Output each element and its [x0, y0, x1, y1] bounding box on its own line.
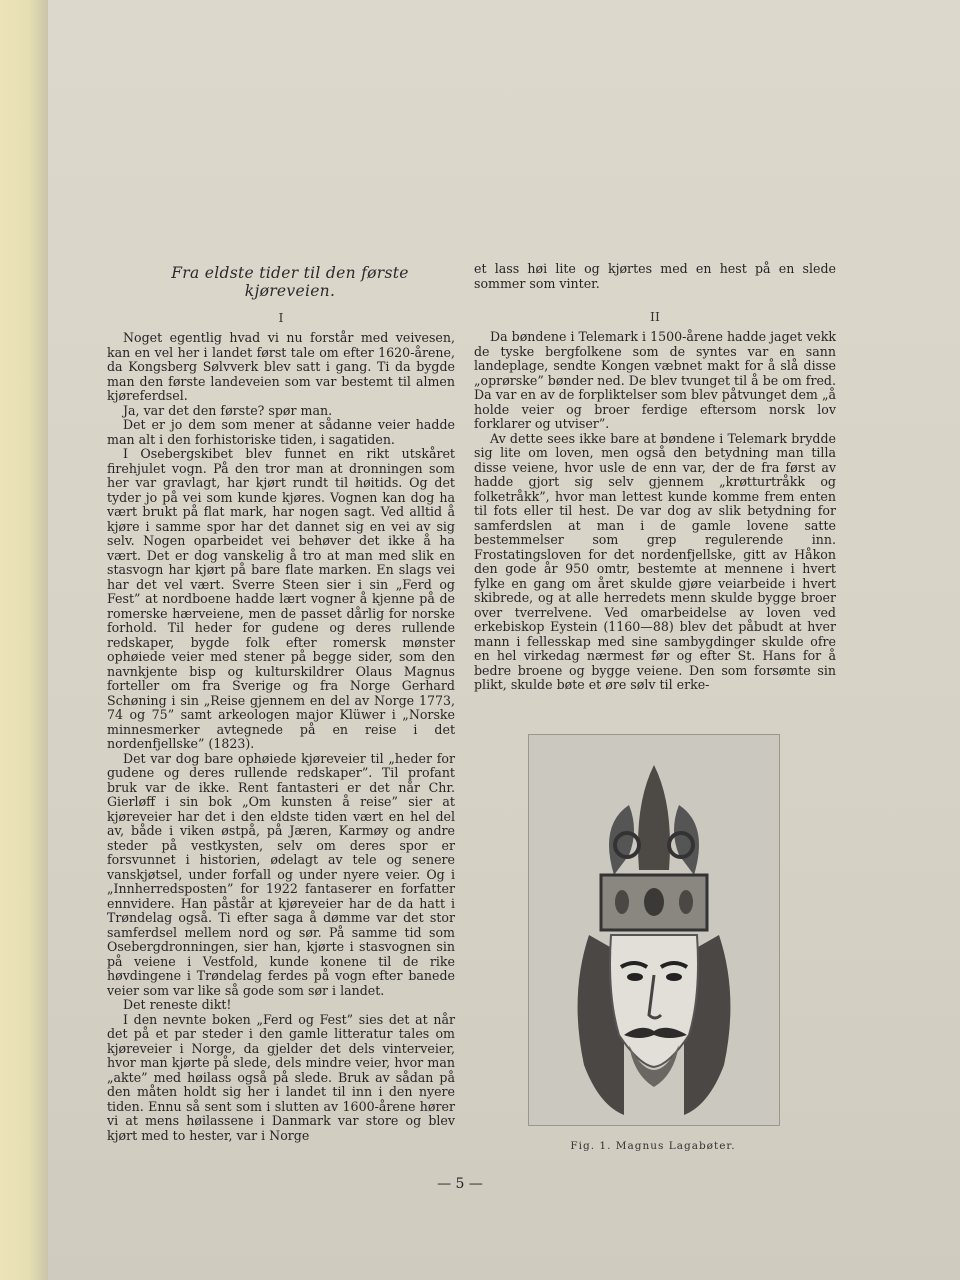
- paragraph: Det er jo dem som mener at sådanne veier hadde man alt i den forhistoriske tiden, i sagatiden.: [107, 417, 455, 447]
- paragraph: Noget egentlig hvad vi nu forstår med veivesen, kan en vel her i landet først tale om efter 1620-årene, da Kongsberg Sølvverk blev satt i gang. Ti da bygde man den første landeveien som var bestemt til almen kjøreferdsel.: [107, 330, 455, 403]
- paragraph: I Osebergskibet blev funnet en rikt utskåret firehjulet vogn. På den tror man at dronningen som her var gravlagt, har kjørt rundt til høitids. Og det tyder jo på vei som kunde kjøres. Vognen kan dog ha vært brukt på flat mark, har nogen sagt. Ved alltid å kjøre i samme spor har det dannet sig en vei av sig selv. Nogen oparbeidet vei behøver det ikke å ha vært. Det er dog vanskelig å tro at man med slik en stasvogn har kjørt på bare flate marken. En slags vei har det vel vært. Sverre Steen sier i sin „Ferd og Fest” at nordboene hadde lært vogner å kjenne på de romerske hærveiene, men de passet dårlig for norske forhold. Til heder for gudene og deres rullende redskaper, bygde folk efter romersk mønster ophøiede veier med stener på begge sider, som den navnkjente bisp og kulturskildrer Olaus Magnus forteller om fra Sverige og fra Norge Gerhard Schøning i sin „Reise gjennem en del av Norge 1773, 74 og 75” samt arkeologen major Klüwer i „Norske minnesmerker avtegnede på en reise i det nordenfjellske” (1823).: [107, 446, 455, 751]
- figure-king-portrait: [528, 734, 780, 1126]
- section-heading-2: II: [650, 309, 660, 324]
- king-portrait-icon: [529, 735, 779, 1125]
- paragraph-continuation: et lass høi lite og kjørtes med en hest på en slede sommer som vinter.: [474, 261, 836, 291]
- page-number: — 5 —: [437, 1176, 483, 1192]
- book-spine-edge: [0, 0, 48, 1280]
- article-title: Fra eldste tider til den første kjøreveien.: [171, 264, 409, 300]
- paragraph: Ja, var det den første? spør man.: [123, 402, 333, 418]
- paragraph: Da bøndene i Telemark i 1500-årene hadde jaget vekk de tyske bergfolkene som de syntes var en sann landeplage, sendte Kongen væbnet makt for å slå disse „oprørske” bønder ned. De blev tvunget til å be om fred. Da var en av de forpliktelser som blev påtvunget dem „å holde veier og broer ferdige eftersom norsk lov forklarer og utviser”.: [474, 329, 836, 431]
- paragraph: Det var dog bare ophøiede kjøreveier til „heder for gudene og deres rullende redskaper”. Til profant bruk var de ikke. Rent fantasteri er det når Chr. Gierløff i sin bok „Om kunsten å reise” sier at kjøreveier har det i den eldste tiden vært en hel del av, både i viken østpå, på Jæren, Karmøy og andre steder på vestkysten, selv om deres spor er forsvunnet i historien, ødelagt av tele og senere vanskjøtsel, under forfall og under nyere veier. Og i „Innherredsposten” for 1922 fantaserer en forfatter ennvidere. Han påstår at kjøreveier har de da hatt i Trøndelag også. Ti efter saga å dømme var det stor samferdsel mellem nord og sør. På samme tid som Osebergdronningen, sier han, kjørte i stasvognen sin på veiene i Vestfold, kunde konene til de rike høvdingene i Trøndelag ferdes på vogn efter banede veier som var like så gode som sør i landet.: [107, 750, 455, 998]
- paragraph: I den nevnte boken „Ferd og Fest” sies det at når det på et par steder i den gamle litteratur tales om kjøreveier i Norge, da gjelder det dels vinterveier, hvor man kjørte på slede, dels mindre veier, hvor man „akte” med høilass også på slede. Bruk av sådan på den måten holdt sig her i landet til inn i den nyere tiden. Ennu så sent som i slutten av 1600-årene hører vi at mens høilassene i Danmark var store og blev kjørt med to hester, var i Norge: [107, 1011, 455, 1143]
- figure-caption: Fig. 1. Magnus Lagabøter.: [570, 1140, 736, 1152]
- paragraph: Av dette sees ikke bare at bøndene i Telemark brydde sig lite om loven, men også den betydning man tilla disse veiene, hvor usle de enn var, der de fra først av hadde gjort sig selv gjennem „krøtturtråkk og folketråkk”, hvor man lettest kunde komme frem enten til fots eller til hest. De var dog av slik betydning for samferdslen at man i de gamle lovene satte bestemmelser som grep regulerende inn. Frostatingsloven for det nordenfjellske, gitt av Håkon den gode år 950 omtr, bestemte at mennene i hvert fylke en gang om året skulde gjøre veiarbeide i hvert skibrede, og at alle herredets menn skulde bygge broer over tverrelvene. Ved omarbeidelse av loven ved erkebiskop Eystein (1160—88) blev det påbudt at hver mann i fellesskap med sine sambygdinger skulde ofre en hel virkedag nærmest før og efter St. Hans for å bedre broene og bygge veiene. Den som forsømte sin plikt, skulde bøte et øre sølv til erke-: [474, 430, 836, 692]
- paragraph: Det reneste dikt!: [123, 997, 232, 1012]
- section-heading-1: I: [278, 310, 284, 325]
- right-column: [474, 262, 836, 693]
- left-column: [107, 262, 455, 1143]
